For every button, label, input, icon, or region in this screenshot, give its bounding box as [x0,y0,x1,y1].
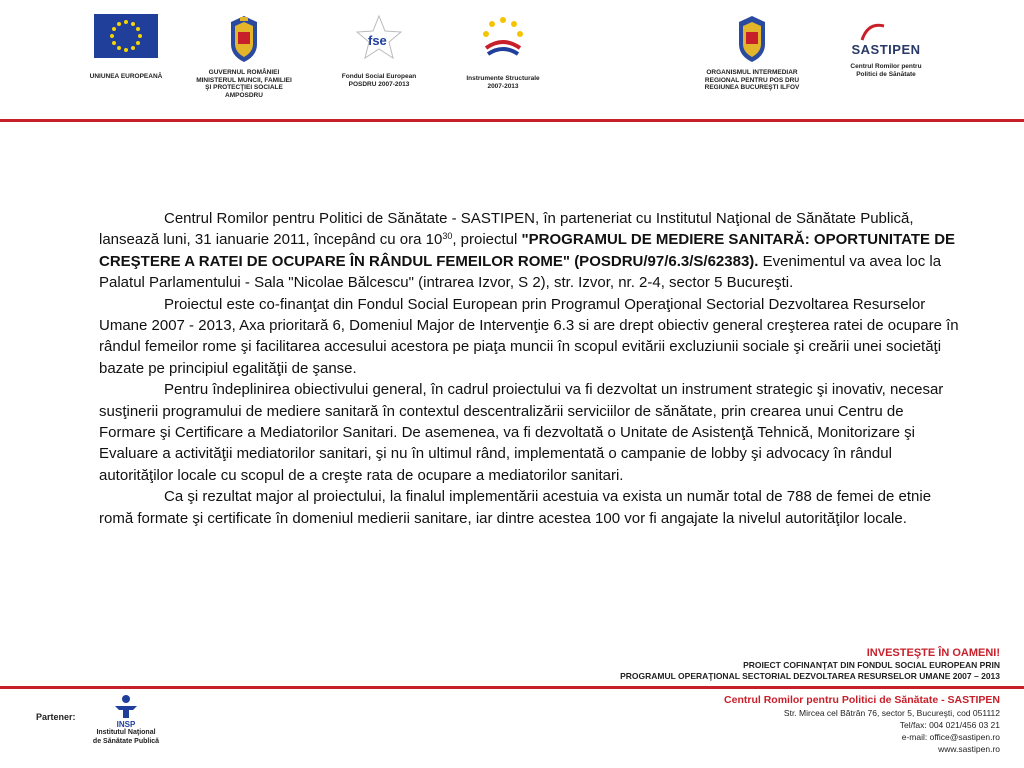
paragraph-4: Ca şi rezultat major al proiectului, la finalul implementării acestuia va exista un număr total de 788 de femei de etnie romă formate şi certificate în domeniul medierii sanitare, iar dintre acestea 100 vor fi angajate la nivelul autorităţilor locale. [99,488,932,527]
romania-coat-of-arms-icon [227,14,261,64]
sastipen-wordmark: SASTIPEN [851,42,921,57]
project-title: "PROGRAMUL DE MEDIERE SANITARĂ: OPORTUNITATE DE CREŞTERE A RATEI DE OCUPARE ÎN RÂNDUL FEMEILOR ROME" (POSDRU/97/6.3/S/62383). [99,231,956,270]
insp-caption-1: Institutul Naţional [96,729,156,736]
fse-caption-2: POSDRU 2007-2013 [348,80,410,88]
footer-cofinanced-line: PROIECT COFINANŢAT DIN FONDUL SOCIAL EUROPEAN PRIN [743,660,1000,670]
time-superscript: 30 [442,231,453,242]
sastipen-swoosh-icon [858,20,888,42]
instrumente-caption-1: Instrumente Structurale [466,75,540,82]
eu-flag-icon [94,14,158,58]
fse-caption-1: Fondul Social European [341,73,417,80]
insp-logo [86,694,166,746]
insp-figure-icon [109,694,143,720]
footer-cofinancing [620,647,1000,682]
paragraph-1: Centrul Romilor pentru Politici de Sănătate - SASTIPEN, în parteneriat cu Institutul Naţional de Sănătate Publică, lansează luni, 31 ianuarie 2011, începând cu ora $10^{30}$, proiectul "PROGRAMUL DE MEDIERE SANITARĂ: OPORTUNITATE DE CREŞTERE A RATEI DE OCUPARE ÎN RÂNDUL FEMEILOR ROME" (POSDRU/97/6.3/S/62383). Evenimentul va avea loc la Palatul Parlamentului - Sala "Nicolae Bălcescu" (intrarea Izvor, S 2), str. Izvor, nr. 2-4, sector 5 Bucureşti. [99,210,956,292]
oi-coat-of-arms-icon [735,14,769,64]
sastipen-contact [724,694,1000,755]
footer-slogan: INVESTEŞTE ÎN OAMENI! [866,647,1000,659]
bottom-divider [0,686,1024,689]
gov-caption-2: MINISTERUL MUNCII, FAMILIEI [196,76,292,84]
sastipen-phone: Tel/fax: 004 021/456 03 21 [899,720,1000,730]
oi-caption-3: REGIUNEA BUCUREŞTI ILFOV [704,84,800,91]
gov-caption-3: ŞI PROTECŢIEI SOCIALE [205,84,283,91]
eu-caption: UNIUNEA EUROPEANĂ [89,73,163,80]
press-release-body [99,208,961,529]
instrumente-structurale-logo [458,14,548,90]
sastipen-caption-2: Politici de Sănătate [856,70,916,78]
gov-caption-1: GUVERNUL ROMÂNIEI [208,69,280,76]
paragraph-3: Pentru îndeplinirea obiectivului general, în cadrul proiectului va fi dezvoltat un instrument strategic şi inovativ, necesar susţinerii programului de mediere sanitară în contextul descentralizării serviciilor de sănătate, prin crearea unui Centru de Formare şi Certificare a Mediatorilor Sanitari. De asemenea, va fi dezvoltată o Unitate de Asistenţă Tehnică, Monitorizare şi Evaluare a activităţii mediatorilor sanitari, şi nu în ultimul rând, implementată o campanie de lobby şi advocacy în rândul autorităţilor locale cu scopul de a creşte rata de ocupare a mediatorilor sanitari. [99,381,944,484]
fse-star-icon [354,14,404,62]
sastipen-logo [836,14,936,78]
fse-logo [334,14,424,88]
instrumente-stars-icon [478,14,528,64]
fse-mark-text: fse [368,33,387,48]
eu-logo [88,14,164,81]
oi-caption-2: REGIONAL PENTRU POS DRU [704,76,800,84]
gov-caption-4: AMPOSDRU [225,91,263,99]
sastipen-caption-1: Centrul Romilor pentru [850,63,922,70]
footer-program-line: PROGRAMUL OPERAŢIONAL SECTORIAL DEZVOLTAREA RESURSELOR UMANE 2007 – 2013 [620,671,1000,681]
paragraph-2: Proiectul este co-finanţat din Fondul Social European prin Programul Operaţional Sectorial Dezvoltarea Resurselor Umane 2007 - 2013, Axa prioritară 6, Domeniul Major de Intervenţie 6.3 si are drept obiectiv general creşterea ratei de ocupare în rândul femeilor rome şi facilitarea accesului acestora pe piaţa muncii în scopul evitării excluziunii sociale şi creării unei societăţi bazate pe principiul egalităţii de şanse. [99,295,959,377]
oi-ilfov-logo [704,14,800,92]
sastipen-email-link[interactable]: e-mail: office@sastipen.ro [901,732,1000,742]
instrumente-caption-2: 2007-2013 [487,82,519,90]
oi-caption-1: ORGANISMUL INTERMEDIAR [706,69,798,76]
insp-caption-2: de Sănătate Publică [92,737,160,745]
insp-mark: INSP [116,720,136,729]
sastipen-address: Str. Mircea cel Bătrân 76, sector 5, Bucureşti, cod 051112 [783,708,1000,718]
top-divider [0,119,1024,122]
sastipen-website-link[interactable]: www.sastipen.ro [938,744,1000,754]
gov-romania-logo [196,14,292,99]
header-logos [0,0,1024,120]
partner-label: Partener: [36,712,76,722]
sastipen-contact-title: Centrul Romilor pentru Politici de Sănătate - SASTIPEN [724,694,1000,706]
